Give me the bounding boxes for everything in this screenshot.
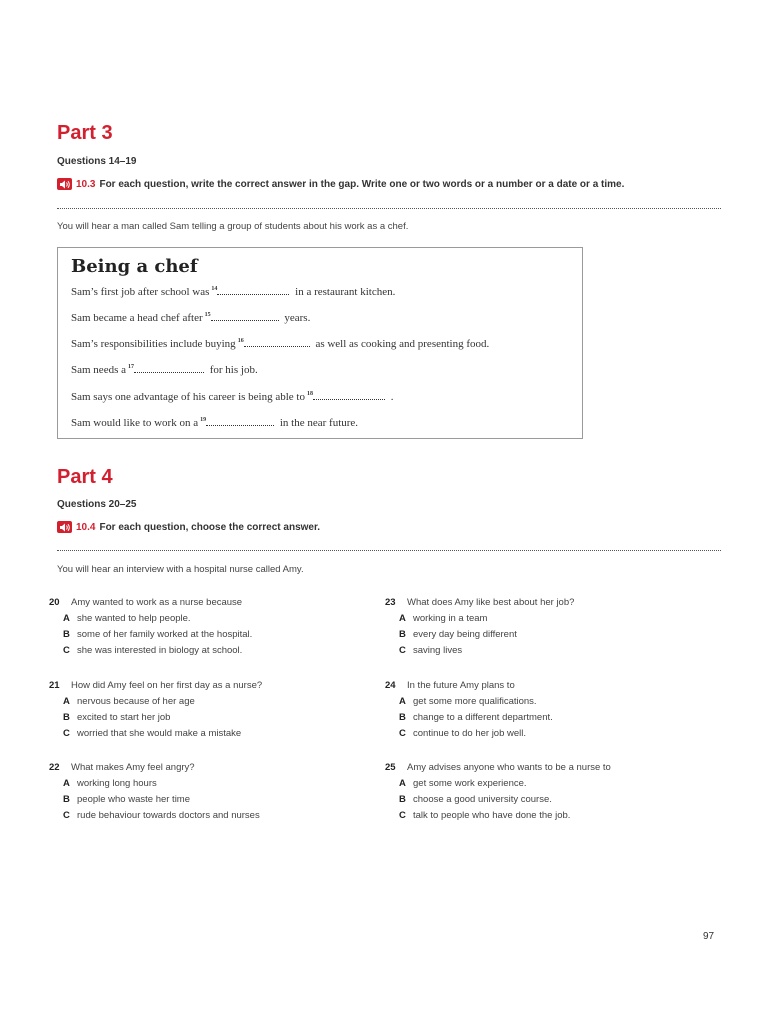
speaker-icon[interactable] <box>57 521 72 533</box>
part4-divider <box>57 550 721 551</box>
being-a-chef-box <box>57 247 583 439</box>
question-text: How did Amy feel on her first day as a nurse? <box>71 680 263 691</box>
option-23-a[interactable] <box>385 613 715 629</box>
part3-questions-label: Questions 14–19 <box>57 156 137 167</box>
question-text: Amy advises anyone who wants to be a nurse to <box>407 762 611 773</box>
option-text: working in a team <box>413 613 488 624</box>
option-letter: A <box>399 613 406 624</box>
option-letter: B <box>63 712 70 723</box>
option-23-b[interactable] <box>385 629 715 645</box>
option-letter: A <box>63 778 70 789</box>
option-21-c[interactable] <box>49 728 369 744</box>
option-text: working long hours <box>77 778 157 789</box>
option-22-a[interactable] <box>49 778 369 794</box>
option-21-a[interactable] <box>49 696 369 712</box>
gap-text-after: as well as cooking and presenting food. <box>315 338 490 350</box>
option-letter: C <box>399 810 406 821</box>
option-text: continue to do her job well. <box>413 728 527 739</box>
part4-instruction <box>57 521 320 533</box>
question-number: 20 <box>49 597 60 608</box>
part3-divider <box>57 208 721 209</box>
option-24-a[interactable] <box>385 696 715 712</box>
question-text: What does Amy like best about her job? <box>407 597 575 608</box>
question-number: 23 <box>385 597 396 608</box>
answer-gap-15[interactable] <box>211 311 279 321</box>
option-25-b[interactable] <box>385 794 715 810</box>
gap-number: 18 <box>306 391 313 398</box>
question-number: 24 <box>385 680 396 691</box>
option-text: get some work experience. <box>413 778 527 789</box>
part3-title: Part 3 <box>57 122 113 144</box>
answer-gap-16[interactable] <box>244 337 310 347</box>
question-23 <box>385 597 715 661</box>
option-letter: C <box>63 645 70 656</box>
question-22 <box>49 762 369 826</box>
gap-number: 16 <box>237 338 244 345</box>
option-letter: B <box>63 794 70 805</box>
part4-intro: You will hear an interview with a hospital nurse called Amy. <box>57 564 304 575</box>
option-text: change to a different department. <box>413 712 553 723</box>
option-20-c[interactable] <box>49 645 369 661</box>
option-text: excited to start her job <box>77 712 171 723</box>
option-24-c[interactable] <box>385 728 715 744</box>
option-letter: A <box>399 696 406 707</box>
option-22-b[interactable] <box>49 794 369 810</box>
part4-instruction-text: For each question, choose the correct answer. <box>99 521 321 533</box>
gap-text-after: in the near future. <box>279 417 359 429</box>
question-21 <box>49 680 369 744</box>
part3-instruction <box>57 178 624 190</box>
question-24 <box>385 680 715 744</box>
gap-text-before: Sam became a head chef after <box>71 312 203 324</box>
option-text: every day being different <box>413 629 517 640</box>
question-number: 21 <box>49 680 60 691</box>
option-letter: C <box>399 728 406 739</box>
option-letter: B <box>399 629 406 640</box>
option-text: rude behaviour towards doctors and nurses <box>77 810 260 821</box>
part3-instruction-text: For each question, write the correct answer in the gap. Write one or two words or a number or a date or a time. <box>99 178 625 190</box>
question-text: What makes Amy feel angry? <box>71 762 195 773</box>
option-text: get some more qualifications. <box>413 696 537 707</box>
question-number: 22 <box>49 762 60 773</box>
gap-question-15 <box>71 311 310 324</box>
part4-title: Part 4 <box>57 466 113 488</box>
part4-track-number: 10.4 <box>76 521 96 533</box>
gap-number: 14 <box>211 286 218 293</box>
page-number: 97 <box>703 931 715 942</box>
gap-number: 17 <box>127 364 134 371</box>
option-25-a[interactable] <box>385 778 715 794</box>
gap-text-before: Sam needs a <box>71 364 126 376</box>
option-text: choose a good university course. <box>413 794 552 805</box>
answer-gap-17[interactable] <box>134 363 204 373</box>
gap-text-before: Sam says one advantage of his career is being able to <box>71 391 305 403</box>
option-text: saving lives <box>413 645 463 656</box>
answer-gap-19[interactable] <box>206 416 274 426</box>
gap-question-16 <box>71 337 489 350</box>
answer-gap-14[interactable] <box>217 285 289 295</box>
speaker-icon[interactable] <box>57 178 72 190</box>
gap-text-before: Sam would like to work on a <box>71 417 199 429</box>
option-22-c[interactable] <box>49 810 369 826</box>
option-letter: A <box>63 613 70 624</box>
question-number: 25 <box>385 762 396 773</box>
part4-questions-label: Questions 20–25 <box>57 499 137 510</box>
option-letter: A <box>63 696 70 707</box>
option-21-b[interactable] <box>49 712 369 728</box>
option-text: some of her family worked at the hospital. <box>77 629 253 640</box>
option-letter: C <box>399 645 406 656</box>
gap-question-18 <box>71 390 393 403</box>
option-text: she was interested in biology at school. <box>77 645 243 656</box>
option-25-c[interactable] <box>385 810 715 826</box>
option-letter: C <box>63 728 70 739</box>
gap-question-14 <box>71 285 395 298</box>
option-text: nervous because of her age <box>77 696 195 707</box>
option-letter: A <box>399 778 406 789</box>
gap-text-before: Sam’s responsibilities include buying <box>71 338 236 350</box>
gap-text-after: in a restaurant kitchen. <box>295 286 396 298</box>
gap-number: 19 <box>200 417 207 424</box>
option-24-b[interactable] <box>385 712 715 728</box>
option-letter: C <box>63 810 70 821</box>
chef-box-title: Being a chef <box>71 256 198 277</box>
option-letter: B <box>399 712 406 723</box>
option-text: people who waste her time <box>77 794 191 805</box>
option-letter: B <box>63 629 70 640</box>
gap-text-before: Sam’s first job after school was <box>71 286 210 298</box>
option-text: worried that she would make a mistake <box>77 728 242 739</box>
option-20-a[interactable] <box>49 613 369 629</box>
question-25 <box>385 762 715 826</box>
option-text: talk to people who have done the job. <box>413 810 571 821</box>
gap-text-after: . <box>390 391 394 403</box>
option-20-b[interactable] <box>49 629 369 645</box>
gap-question-19 <box>71 416 358 429</box>
gap-number: 15 <box>204 312 211 319</box>
option-23-c[interactable] <box>385 645 715 661</box>
part3-intro: You will hear a man called Sam telling a group of students about his work as a chef. <box>57 221 409 232</box>
gap-text-after: for his job. <box>209 364 258 376</box>
question-20 <box>49 597 369 661</box>
gap-question-17 <box>71 363 258 376</box>
answer-gap-18[interactable] <box>313 390 385 400</box>
option-letter: B <box>399 794 406 805</box>
question-text: Amy wanted to work as a nurse because <box>71 597 243 608</box>
question-text: In the future Amy plans to <box>407 680 515 691</box>
gap-text-after: years. <box>284 312 311 324</box>
option-text: she wanted to help people. <box>77 613 191 624</box>
part3-track-number: 10.3 <box>76 178 96 190</box>
